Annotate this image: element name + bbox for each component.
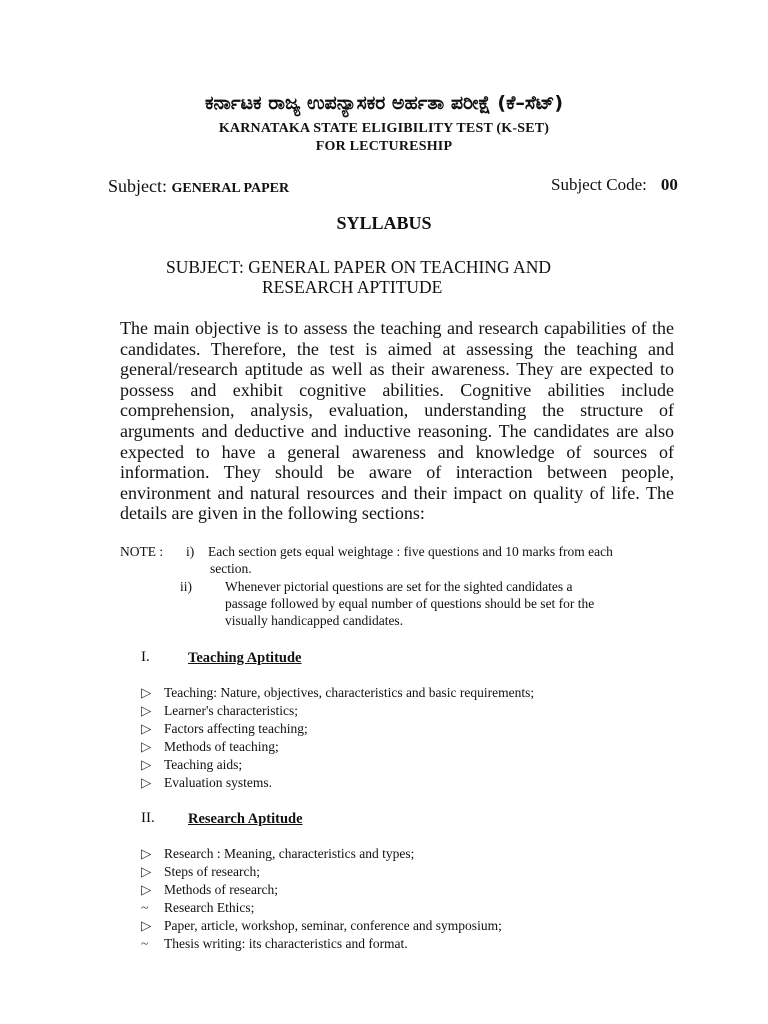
triangle-bullet-icon: ▷ — [141, 918, 152, 933]
note-item-1-line-2: section. — [210, 561, 252, 576]
subject-row — [108, 176, 289, 197]
section-1-title: Teaching Aptitude — [188, 650, 302, 666]
subject-heading-line-2: RESEARCH APTITUDE — [262, 277, 443, 297]
list-item: Methods of teaching; — [164, 739, 279, 754]
list-item: Research : Meaning, characteristics and types; — [164, 846, 415, 861]
triangle-bullet-icon: ▷ — [141, 775, 152, 790]
section-2-number: II. — [141, 810, 155, 826]
tilde-bullet-icon: ~ — [141, 900, 149, 915]
list-item: Steps of research; — [164, 864, 260, 879]
list-item: Teaching: Nature, objectives, characteristics and basic requirements; — [164, 685, 535, 700]
list-item: Teaching aids; — [164, 757, 243, 772]
note-item-2-line-3: visually handicapped candidates. — [225, 613, 404, 628]
triangle-bullet-icon: ▷ — [141, 864, 152, 879]
note-item-2-line-1: Whenever pictorial questions are set for the sighted candidates a — [225, 579, 573, 594]
note-item-1-line-1: Each section gets equal weightage : five questions and 10 marks from each — [208, 544, 613, 559]
list-item: Research Ethics; — [164, 900, 255, 915]
intro-paragraph: The main objective is to assess the teaching and research capabilities of the candidates. Therefore, the test is aimed at assessing the teaching and general/research aptitude as well as their awareness. They are expected to possess and exhibit cognitive abilities. Cognitive abilities include comprehension, analysis, evaluation, understanding the structure of arguments and deductive and inductive reasoning. The candidates are also expected to have a general awareness and knowledge of sources of information. They should be aware of interaction between people, environment and natural resources and their impact on quality of life. The details are given in the following sections: — [120, 318, 674, 524]
subject-code-value: 00 — [660, 175, 678, 194]
syllabus-heading: SYLLABUS — [336, 213, 432, 233]
note-label: NOTE : — [120, 544, 164, 559]
section-2-title: Research Aptitude — [188, 811, 303, 827]
list-item: Thesis writing: its characteristics and format. — [164, 936, 408, 951]
triangle-bullet-icon: ▷ — [141, 739, 152, 754]
title-line-2: FOR LECTURESHIP — [315, 139, 453, 154]
note-item-1-num: i) — [186, 544, 195, 559]
list-item: Paper, article, workshop, seminar, conference and symposium; — [164, 918, 502, 933]
note-item-2-line-2: passage followed by equal number of questions should be set for the — [225, 596, 595, 611]
subject-code-row — [551, 175, 678, 195]
note-item-2-num: ii) — [180, 579, 192, 594]
subject-heading-line-1: SUBJECT: GENERAL PAPER ON TEACHING AND — [166, 257, 551, 277]
kannada-title: ಕರ್ನಾಟಕ ರಾಜ್ಯ ಉಪನ್ಯಾಸಕರ ಅರ್ಹತಾ ಪರೀಕ್ಷೆ (ಕೆ–ಸೆಟ್) — [204, 92, 564, 114]
triangle-bullet-icon: ▷ — [141, 703, 152, 718]
list-item: Evaluation systems. — [164, 775, 272, 790]
section-1-number: I. — [141, 649, 150, 665]
triangle-bullet-icon: ▷ — [141, 882, 152, 897]
subject-value: GENERAL PAPER — [171, 181, 290, 196]
tilde-bullet-icon: ~ — [141, 936, 149, 951]
list-item: Factors affecting teaching; — [164, 721, 308, 736]
list-item: Learner's characteristics; — [164, 703, 298, 718]
triangle-bullet-icon: ▷ — [141, 757, 152, 772]
triangle-bullet-icon: ▷ — [141, 685, 152, 700]
triangle-bullet-icon: ▷ — [141, 721, 152, 736]
title-line-1: KARNATAKA STATE ELIGIBILITY TEST (K-SET) — [218, 121, 550, 136]
subject-label: Subject: — [108, 176, 167, 196]
list-item: Methods of research; — [164, 882, 278, 897]
subject-code-label: Subject Code: — [551, 175, 647, 194]
triangle-bullet-icon: ▷ — [141, 846, 152, 861]
